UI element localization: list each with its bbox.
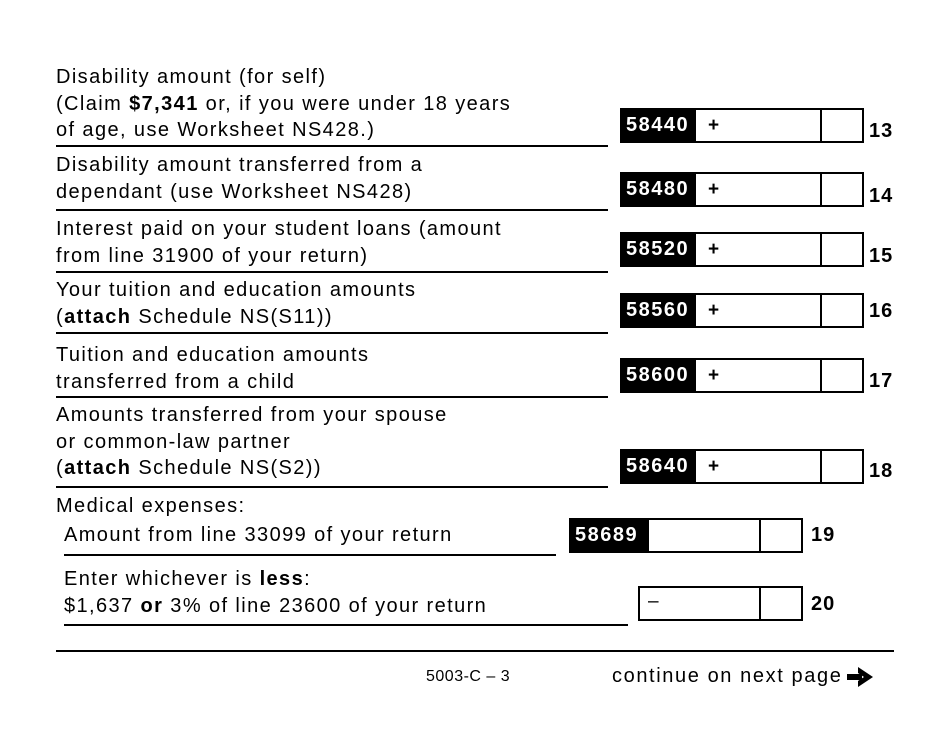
- label-underline: [56, 271, 608, 273]
- plus-sign: +: [708, 179, 720, 200]
- line-14-code: 58480: [620, 172, 696, 207]
- label-line: Tuition and education amounts: [56, 344, 370, 366]
- label-line: Disability amount transferred from a: [56, 154, 424, 176]
- line-19-row: [0, 518, 950, 558]
- line-20-label: [64, 566, 487, 619]
- line-20-amount-field[interactable]: [638, 586, 803, 621]
- line-16-number: 16: [869, 300, 894, 322]
- label-line: transferred from a child: [56, 370, 296, 393]
- cents-divider: [820, 295, 822, 326]
- emphasis-text: or: [140, 594, 164, 617]
- label-line: Interest paid on your student loans (amount: [56, 218, 502, 240]
- cents-divider: [759, 520, 761, 551]
- line-17-number: 17: [869, 370, 894, 392]
- label-line: Disability amount (for self): [56, 66, 327, 88]
- line-18-number: 18: [869, 460, 894, 482]
- line-19-number: 19: [811, 524, 836, 546]
- line-13-number: 13: [869, 120, 894, 142]
- label-line: $1,637 or 3% of line 23600 of your return: [64, 594, 488, 617]
- emphasis-text: attach: [64, 305, 132, 328]
- line-15-code: 58520: [620, 232, 696, 267]
- label-underline: [64, 554, 556, 556]
- plus-sign: +: [708, 365, 720, 386]
- label-line: from line 31900 of your return): [56, 244, 369, 267]
- line-13-code: 58440: [620, 108, 696, 143]
- label-underline: [56, 396, 608, 398]
- plus-sign: +: [708, 239, 720, 260]
- line-14-amount-field[interactable]: [694, 172, 864, 207]
- line-14-label: [56, 152, 423, 205]
- label-underline: [56, 332, 608, 334]
- line-13-row: [0, 64, 950, 148]
- line-17-code: 58600: [620, 358, 696, 393]
- line-13-amount-field[interactable]: [694, 108, 864, 143]
- line-19-amount-field[interactable]: [647, 518, 803, 553]
- cents-divider: [820, 360, 822, 391]
- label-line: (Claim $7,341 or, if you were under 18 years: [56, 92, 512, 115]
- medical-expenses-heading: Medical expenses:: [56, 495, 246, 517]
- line-20-number: 20: [811, 593, 836, 615]
- line-16-label: [56, 277, 416, 330]
- line-15-label: [56, 216, 502, 269]
- line-16-amount-field[interactable]: [694, 293, 864, 328]
- continue-note: [612, 665, 874, 688]
- label-line: of age, use Worksheet NS428.): [56, 119, 376, 141]
- line-14-number: 14: [869, 185, 894, 207]
- line-20-row: [0, 566, 950, 628]
- line-15-number: 15: [869, 245, 894, 267]
- label-line: (attach Schedule NS(S11)): [56, 305, 333, 328]
- line-16-code: 58560: [620, 293, 696, 328]
- label-underline: [56, 486, 608, 488]
- line-18-amount-field[interactable]: [694, 449, 864, 484]
- emphasis-text: $7,341: [129, 92, 199, 115]
- line-18-label: [56, 402, 448, 482]
- label-line: Enter whichever is less:: [64, 568, 312, 590]
- label-line: Your tuition and education amounts: [56, 279, 417, 301]
- form-page-number: 5003-C – 3: [426, 668, 511, 685]
- continue-text: continue on next page: [612, 665, 843, 687]
- plus-sign: +: [708, 300, 720, 321]
- line-18-row: [0, 402, 950, 489]
- emphasis-text: less: [259, 568, 305, 590]
- minus-sign: –: [648, 591, 659, 612]
- label-line: (attach Schedule NS(S2)): [56, 457, 322, 479]
- line-17-amount-field[interactable]: [694, 358, 864, 393]
- line-13-label: [56, 64, 511, 144]
- cents-divider: [820, 234, 822, 265]
- cents-divider: [820, 451, 822, 482]
- label-line: Amounts transferred from your spouse: [56, 404, 448, 426]
- line-15-row: [0, 216, 950, 274]
- line-17-label: [56, 342, 369, 395]
- line-17-row: [0, 342, 950, 400]
- label-line: or common-law partner: [56, 430, 292, 453]
- line-19-label: Amount from line 33099 of your return: [64, 524, 453, 546]
- label-line: dependant (use Worksheet NS428): [56, 180, 413, 203]
- cents-divider: [820, 110, 822, 141]
- arrow-right-icon: [846, 666, 874, 688]
- plus-sign: +: [708, 456, 720, 477]
- label-underline: [56, 145, 608, 147]
- cents-divider: [820, 174, 822, 205]
- cents-divider: [759, 588, 761, 619]
- line-14-row: [0, 150, 950, 213]
- footer-rule: [56, 650, 894, 652]
- line-15-amount-field[interactable]: [694, 232, 864, 267]
- emphasis-text: attach: [64, 457, 132, 479]
- label-underline: [56, 209, 608, 211]
- plus-sign: +: [708, 115, 720, 136]
- line-19-code: 58689: [569, 518, 649, 553]
- line-18-code: 58640: [620, 449, 696, 484]
- label-underline: [64, 624, 628, 626]
- line-16-row: [0, 277, 950, 335]
